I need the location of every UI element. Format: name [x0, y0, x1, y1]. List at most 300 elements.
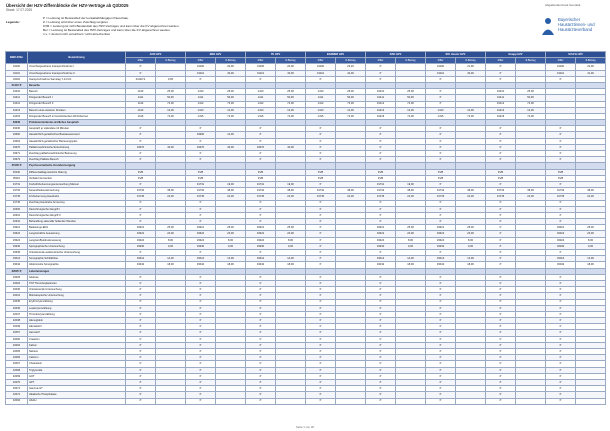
ziffer-cell: P — [426, 386, 456, 392]
ziffer-cell: 01731 — [366, 181, 396, 187]
ziffer-cell: P — [246, 398, 276, 404]
ziffer-cell: P — [366, 311, 396, 317]
amount-cell: 12,00 — [276, 107, 306, 113]
amount-cell: 72,00 — [276, 113, 306, 119]
ziffer-cell: 03322 — [186, 231, 216, 237]
ziffer-cell: 1410 — [126, 89, 156, 95]
ebm-code-cell: 02310 — [6, 219, 28, 225]
amount-cell: 8,00 — [216, 237, 246, 243]
amount-cell: 19,00 — [276, 181, 306, 187]
ziffer-cell: 03330 — [246, 243, 276, 249]
ziffer-cell: P — [246, 305, 276, 311]
ziffer-cell: P — [246, 392, 276, 398]
ebm-code-cell: 32026 — [6, 280, 28, 286]
ziffer-cell: P — [306, 231, 336, 237]
ziffer-cell: P — [306, 373, 336, 379]
ziffer-cell: P — [546, 299, 576, 305]
amount-cell: 24,00 — [216, 194, 246, 200]
amount-cell: 50,00 — [516, 95, 546, 101]
ziffer-cell: P — [126, 373, 156, 379]
description-cell: Differentialdiagnostische Klärung — [28, 169, 126, 175]
description-cell: Orientierende audiometrische Untersuchung — [28, 250, 126, 256]
ebm-code-cell: 32064 — [6, 342, 28, 348]
ziffer-cell: P — [546, 293, 576, 299]
ziffer-cell: 03321 — [426, 225, 456, 231]
ziffer-cell: P — [186, 280, 216, 286]
ziffer-cell: 1413 — [126, 107, 156, 113]
ziffer-cell: P — [546, 318, 576, 324]
ziffer-cell: P — [366, 64, 396, 70]
ziffer-cell: P — [486, 219, 516, 225]
amount-cell: 22,00 — [576, 64, 606, 70]
ziffer-cell: P — [426, 138, 456, 144]
ziffer-cell: P — [426, 318, 456, 324]
ziffer-cell: P — [366, 398, 396, 404]
subcolumn-header: Ziffer — [306, 58, 336, 64]
amount-cell: 72,00 — [516, 113, 546, 119]
ziffer-cell: P — [186, 126, 216, 132]
amount-cell: 8,00 — [276, 237, 306, 243]
ziffer-cell: 01102 S — [126, 76, 156, 82]
ebm-code-cell: 03230 — [6, 126, 28, 132]
ebm-code-cell: 03362 — [6, 138, 28, 144]
ziffer-cell: P — [426, 392, 456, 398]
ziffer-cell: 01412 — [366, 101, 396, 107]
ziffer-cell: P — [426, 250, 456, 256]
ziffer-cell: P — [186, 386, 216, 392]
ziffer-cell: P — [546, 330, 576, 336]
ebm-code-cell: 32068 — [6, 367, 28, 373]
ziffer-cell: P — [486, 76, 516, 82]
ziffer-cell: P — [306, 299, 336, 305]
ziffer-cell: P — [366, 299, 396, 305]
ziffer-cell: 1413 — [426, 107, 456, 113]
contract-group-header: Knapp HZV — [486, 52, 546, 58]
ziffer-cell: P — [486, 70, 516, 76]
ziffer-cell: P — [186, 250, 216, 256]
amount-cell: 50,00 — [336, 95, 366, 101]
ziffer-cell: P — [306, 212, 336, 218]
subcolumn-header: €-Betrag — [516, 58, 546, 64]
ziffer-cell: P — [186, 305, 216, 311]
ziffer-cell: 1412 — [246, 101, 276, 107]
amount-cell: 12,00 — [156, 107, 186, 113]
description-cell: Glukose — [28, 274, 126, 280]
amount-cell: 25,00 — [216, 89, 246, 95]
ziffer-cell: KVB — [126, 169, 156, 175]
ebm-code-cell: 32038 — [6, 318, 28, 324]
ziffer-cell: P — [486, 342, 516, 348]
description-cell: Langzeit-EKG Auswertung — [28, 231, 126, 237]
ziffer-cell: P — [546, 386, 576, 392]
amount-cell: 25,00 — [576, 225, 606, 231]
ziffer-cell: 33012 — [426, 256, 456, 262]
amount-cell: 9,65 — [156, 76, 186, 82]
ziffer-cell: 01745 — [246, 194, 276, 200]
ziffer-cell: P — [426, 367, 456, 373]
ziffer-cell: P — [126, 138, 156, 144]
ziffer-cell: P — [246, 132, 276, 138]
ziffer-cell: P — [126, 330, 156, 336]
legend-label: Legende: — [6, 20, 20, 24]
subcolumn-header: €-Betrag — [336, 58, 366, 64]
ziffer-cell: P — [186, 151, 216, 157]
ziffer-cell: 33042 — [366, 262, 396, 268]
ziffer-cell: P — [546, 132, 576, 138]
ziffer-cell: P — [246, 157, 276, 163]
ziffer-cell: P — [366, 274, 396, 280]
contract-group-header: TK HZV — [246, 52, 306, 58]
ziffer-cell: P — [486, 398, 516, 404]
description-cell: Calcium — [28, 355, 126, 361]
amount-cell: 40,00 — [456, 70, 486, 76]
ziffer-cell: P — [366, 330, 396, 336]
ziffer-cell: 01413 — [486, 107, 516, 113]
ziffer-cell: P — [426, 219, 456, 225]
ziffer-cell: 03321 — [126, 225, 156, 231]
amount-cell: 38,00 — [396, 188, 426, 194]
ziffer-cell: P — [126, 181, 156, 187]
description-cell: Triglyceride — [28, 367, 126, 373]
ziffer-cell: P — [366, 361, 396, 367]
ziffer-cell: KVB — [306, 169, 336, 175]
ziffer-cell: P — [366, 151, 396, 157]
description-cell: Gespräch je vollendete 10 Minuten — [28, 126, 126, 132]
ziffer-cell: KVB — [426, 169, 456, 175]
ziffer-cell: P — [426, 299, 456, 305]
ziffer-cell: 33042 — [546, 262, 576, 268]
ebm-code-cell: 32030 — [6, 287, 28, 293]
ebm-code-cell: 01745 — [6, 194, 28, 200]
ziffer-cell: P — [486, 361, 516, 367]
amount-cell: 25,00 — [276, 225, 306, 231]
ziffer-cell: P — [426, 330, 456, 336]
ziffer-cell: P — [246, 151, 276, 157]
ziffer-cell: 1412 — [186, 101, 216, 107]
subcolumn-header: €-Betrag — [576, 58, 606, 64]
ziffer-cell: P — [426, 206, 456, 212]
ziffer-cell: P — [306, 280, 336, 286]
description-cell: Erythrozytenzählung — [28, 299, 126, 305]
ziffer-cell: 01745 — [486, 194, 516, 200]
ziffer-cell: P — [486, 392, 516, 398]
description-cell: Krebsfrüherkennungsuntersuchung Männer — [28, 181, 126, 187]
ebm-code-cell: 02300 — [6, 206, 28, 212]
ziffer-cell: P — [306, 367, 336, 373]
amount-cell: 14,00 — [216, 256, 246, 262]
subcolumn-header: Ziffer — [486, 58, 516, 64]
ziffer-cell: P — [426, 126, 456, 132]
ebm-code-cell: 35100 ff — [6, 163, 28, 169]
ziffer-cell: 01732 — [486, 188, 516, 194]
ziffer-cell: P — [126, 311, 156, 317]
amount-cell: 24,00 — [276, 194, 306, 200]
ebm-code-cell: 32037 — [6, 311, 28, 317]
description-cell: Früherkennung Hautkrebs — [28, 194, 126, 200]
ziffer-cell: 1411 — [126, 95, 156, 101]
amount-cell: 38,00 — [576, 188, 606, 194]
ziffer-cell: P — [246, 287, 276, 293]
ziffer-cell: P — [426, 287, 456, 293]
description-cell: Behandlung sekundär heilender Wunden — [28, 219, 126, 225]
ziffer-cell: 01745 — [306, 194, 336, 200]
ebm-code-cell: 01412 — [6, 101, 28, 107]
ziffer-cell: 01101 — [246, 70, 276, 76]
ebm-code-cell: 32069 — [6, 373, 28, 379]
ebm-code-cell: 32070 — [6, 379, 28, 385]
ziffer-cell: P — [186, 342, 216, 348]
ziffer-cell: P — [486, 386, 516, 392]
amount-cell: 8,00 — [396, 237, 426, 243]
ziffer-cell: P — [126, 126, 156, 132]
ziffer-cell: P — [306, 293, 336, 299]
ziffer-cell: 03322 — [126, 231, 156, 237]
ziffer-cell: P — [306, 219, 336, 225]
ziffer-cell: P — [246, 318, 276, 324]
ziffer-cell: P — [246, 212, 276, 218]
ebm-code-cell: 03371 — [6, 151, 28, 157]
amount-cell: 40,00 — [276, 144, 306, 150]
ziffer-cell: P — [126, 157, 156, 163]
ziffer-cell: 1412 — [306, 101, 336, 107]
amount-cell: 40,00 — [276, 70, 306, 76]
subcolumn-header: Ziffer — [546, 58, 576, 64]
ziffer-cell: P — [546, 280, 576, 286]
description-cell: Zuschlag Palliativ-Besuch — [28, 157, 126, 163]
ziffer-cell: P — [486, 305, 516, 311]
ziffer-cell: 01415 — [486, 113, 516, 119]
amount-cell: 9,00 — [216, 243, 246, 249]
ziffer-cell: 01745 — [186, 194, 216, 200]
amount-cell: 20,00 — [576, 231, 606, 237]
description-cell: Dringender Besuch II — [28, 101, 126, 107]
ebm-code-cell: 01410 — [6, 89, 28, 95]
ziffer-cell: 33042 — [246, 262, 276, 268]
ziffer-cell: P — [546, 349, 576, 355]
contract-group-header: IKK classic HZV — [426, 52, 486, 58]
ziffer-cell: P — [186, 76, 216, 82]
ziffer-cell: 1413 — [246, 107, 276, 113]
ziffer-cell: P — [546, 324, 576, 330]
amount-cell: 50,00 — [396, 95, 426, 101]
ziffer-cell: P — [306, 225, 336, 231]
ziffer-cell: P — [306, 305, 336, 311]
ziffer-cell: P — [246, 355, 276, 361]
amount-cell: 14,00 — [576, 256, 606, 262]
ziffer-cell: P — [486, 212, 516, 218]
ebm-code-cell: 32039 — [6, 324, 28, 330]
ziffer-cell: P — [486, 318, 516, 324]
ebm-code-cell: 03322 — [6, 231, 28, 237]
amount-cell: 40,00 — [216, 144, 246, 150]
ziffer-cell: 1411 — [186, 95, 216, 101]
ziffer-cell: P — [306, 330, 336, 336]
ziffer-cell: 01745 — [126, 194, 156, 200]
ziffer-cell: P — [486, 126, 516, 132]
ziffer-cell: P — [126, 206, 156, 212]
ziffer-cell: P — [306, 349, 336, 355]
ziffer-cell: 1411 — [306, 95, 336, 101]
ziffer-cell: 1412 — [126, 101, 156, 107]
ziffer-cell: P — [186, 336, 216, 342]
contract-group-header: DAK HZV — [366, 52, 426, 58]
ziffer-cell: P — [426, 305, 456, 311]
ziffer-cell: P — [426, 132, 456, 138]
ziffer-cell: P — [486, 299, 516, 305]
col-desc-header: Bezeichnung — [28, 52, 126, 64]
amount-cell: 72,00 — [216, 101, 246, 107]
ziffer-cell: P — [246, 361, 276, 367]
amount-cell: 72,00 — [396, 113, 426, 119]
amount-cell: 38,00 — [456, 188, 486, 194]
contract-group-header: SVLFG HZV — [546, 52, 606, 58]
ziffer-cell: 01101 — [546, 70, 576, 76]
ziffer-cell: P — [426, 311, 456, 317]
ebm-code-cell: 01101 — [6, 70, 28, 76]
ziffer-cell: P — [306, 181, 336, 187]
ziffer-cell: KVB — [486, 175, 516, 181]
ziffer-cell: P — [426, 373, 456, 379]
subcolumn-header: €-Betrag — [396, 58, 426, 64]
ziffer-cell: 1415 — [246, 113, 276, 119]
ziffer-cell: P — [246, 367, 276, 373]
amount-cell: 25,00 — [336, 89, 366, 95]
ziffer-cell: P — [306, 206, 336, 212]
ebm-code-cell: 33042 — [6, 262, 28, 268]
ziffer-cell: P — [366, 126, 396, 132]
amount-cell: 9,00 — [456, 243, 486, 249]
ziffer-cell: P — [186, 287, 216, 293]
ziffer-cell: P — [546, 305, 576, 311]
ziffer-cell: P — [246, 299, 276, 305]
ziffer-cell: P — [546, 151, 576, 157]
amount-cell: 72,00 — [336, 113, 366, 119]
ziffer-cell: P — [306, 144, 336, 150]
amount-cell: 25,00 — [456, 225, 486, 231]
ziffer-cell: P — [306, 342, 336, 348]
ebm-code-cell: 32031 — [6, 293, 28, 299]
ziffer-cell: 33042 — [126, 262, 156, 268]
col-code-header: EBM-Ziffer — [6, 52, 28, 64]
ziffer-cell: P — [126, 386, 156, 392]
ziffer-cell: P — [306, 392, 336, 398]
ziffer-cell: P — [306, 318, 336, 324]
amount-cell: 20,00 — [216, 231, 246, 237]
ziffer-cell: P — [306, 256, 336, 262]
ziffer-cell: P — [366, 367, 396, 373]
ziffer-cell: P — [126, 342, 156, 348]
ebm-code-cell: 32060 — [6, 336, 28, 342]
ziffer-cell: P — [306, 132, 336, 138]
ziffer-cell: P — [426, 212, 456, 218]
ziffer-cell: P — [366, 206, 396, 212]
ziffer-cell: 03321 — [366, 225, 396, 231]
amount-cell: 14,00 — [156, 256, 186, 262]
description-cell: Kleinchirurgischer Eingriff I — [28, 206, 126, 212]
ziffer-cell: P — [306, 274, 336, 280]
ziffer-cell: P — [186, 200, 216, 206]
amount-cell: 12,00 — [516, 107, 546, 113]
ziffer-cell: 03321 — [546, 225, 576, 231]
ziffer-cell: 01415 — [366, 113, 396, 119]
ziffer-cell: 01100 — [426, 64, 456, 70]
amount-cell: 8,00 — [156, 237, 186, 243]
ziffer-cell: P — [246, 206, 276, 212]
amount-cell: 38,00 — [156, 188, 186, 194]
amount-cell — [216, 398, 246, 404]
description-cell: Palliativmedizinische Ersterhebung — [28, 144, 126, 150]
amount-cell: 50,00 — [156, 95, 186, 101]
ziffer-cell: KVB — [186, 175, 216, 181]
ziffer-cell: P — [546, 212, 576, 218]
ziffer-cell: P — [366, 280, 396, 286]
ebm-code-cell: 01731 — [6, 181, 28, 187]
ziffer-cell: 01101 — [306, 70, 336, 76]
ziffer-cell: KVB — [426, 175, 456, 181]
ziffer-cell: P — [246, 373, 276, 379]
ziffer-cell: P — [126, 361, 156, 367]
ziffer-cell: 01732 — [246, 188, 276, 194]
ebm-code-cell: 01102 — [6, 76, 28, 82]
ziffer-cell: P — [186, 379, 216, 385]
ziffer-cell: P — [186, 392, 216, 398]
amount-cell — [396, 398, 426, 404]
ziffer-cell: P — [366, 76, 396, 82]
ziffer-cell: P — [486, 262, 516, 268]
amount-cell: 72,00 — [216, 113, 246, 119]
ebm-code-cell: 32067 — [6, 361, 28, 367]
ziffer-cell: P — [126, 299, 156, 305]
ebm-code-cell: 01746 — [6, 200, 28, 206]
ziffer-cell: 33012 — [546, 256, 576, 262]
ziffer-cell: KVB — [246, 169, 276, 175]
amount-cell: 18,00 — [576, 262, 606, 268]
amount-cell: 14,00 — [396, 256, 426, 262]
ziffer-cell: P — [306, 262, 336, 268]
ziffer-cell: 01732 — [426, 188, 456, 194]
ziffer-cell: P — [546, 274, 576, 280]
amount-cell: 40,00 — [156, 144, 186, 150]
description-cell: Unvorhergesehene Inanspruchnahme I — [28, 64, 126, 70]
description-cell: Natrium — [28, 349, 126, 355]
ziffer-cell: P — [486, 367, 516, 373]
description-cell: Zuschlag palliativmedizinische Betreuung — [28, 151, 126, 157]
ziffer-cell: P — [186, 349, 216, 355]
ziffer-cell: P — [246, 311, 276, 317]
description-cell: HbA1c — [28, 398, 126, 404]
ziffer-cell: 1410 — [306, 89, 336, 95]
amount-cell: 9,00 — [276, 243, 306, 249]
description-cell: Langzeit-Blutdruckmessung — [28, 237, 126, 243]
ziffer-cell: P — [426, 95, 456, 101]
description-cell: Orientierende Untersuchung — [28, 287, 126, 293]
subcolumn-header: €-Betrag — [456, 58, 486, 64]
amount-cell — [156, 398, 186, 404]
contract-group-header: BARMER HZV — [306, 52, 366, 58]
ziffer-cell: P — [246, 200, 276, 206]
ziffer-cell: P — [246, 349, 276, 355]
ziffer-cell: 1411 — [246, 95, 276, 101]
ziffer-cell: P — [246, 250, 276, 256]
description-cell: Hämatokrit — [28, 324, 126, 330]
amount-cell: 14,00 — [456, 256, 486, 262]
subcolumn-header: Ziffer — [246, 58, 276, 64]
ebm-code-cell: 32036 — [6, 305, 28, 311]
ziffer-cell: P — [426, 76, 456, 82]
ziffer-cell: P — [366, 318, 396, 324]
ziffer-cell: P — [546, 373, 576, 379]
association-logo — [540, 14, 604, 40]
